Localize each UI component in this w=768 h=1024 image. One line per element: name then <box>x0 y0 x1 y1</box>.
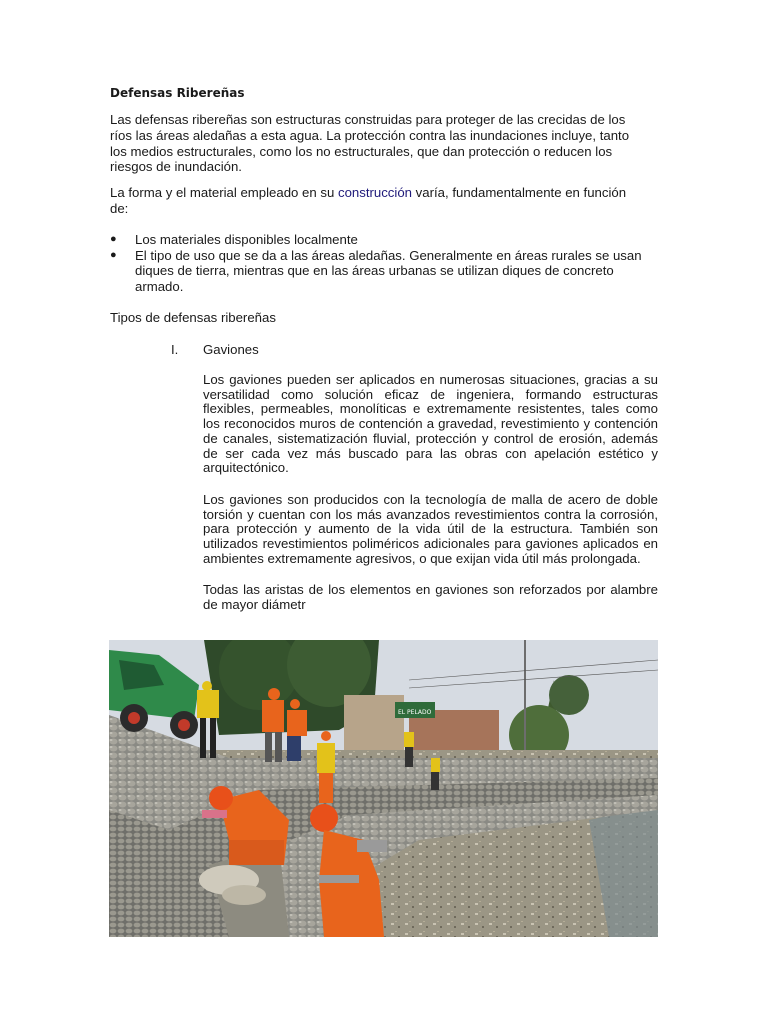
worker-distant-2 <box>431 758 440 790</box>
street-sign-text: EL PELADO <box>398 709 432 716</box>
form-paragraph <box>110 185 645 217</box>
section-title: Gaviones <box>203 342 259 357</box>
list-item <box>110 232 650 247</box>
gaviones-paragraph-2: Los gaviones son producidos con la tecnología de malla de acero de doble torsión y cuentan con los más avanzados revestimientos contra la corrosión, para protección y aumento de la vida útil de la estructura. También son utilizados revestimientos poliméricos adicionales para gaviones aplicados en ambientes extremamente agresivos, o que exijan vida útil más prolongada. <box>203 492 658 566</box>
form-text-before: La forma y el material empleado en su <box>110 185 338 200</box>
bullet-text: El tipo de uso que se da a las áreas aledañas. Generalmente en áreas rurales se usan diques de tierra, mientras que en las áreas urbanas se utilizan diques de concreto armado. <box>135 248 642 294</box>
document-title: Defensas Ribereñas <box>110 86 245 100</box>
list-item <box>110 248 650 294</box>
gaviones-paragraph-1: Los gaviones pueden ser aplicados en numerosas situaciones, gracias a su versatilidad como solución eficaz de ingeniera, formando estructuras flexibles, permeables, monolíticas e extremamente resistentes, tales como los reconocidos muros de contención a gravedad, revestimiento y contención de canales, sistematización fluvial, protección y control de erosión, además de ser cada vez más buscado para las obras con apelación estético y arquitectónico. <box>203 372 658 476</box>
gaviones-paragraph-3: Todas las aristas de los elementos en gaviones son reforzados por alambre de mayor diámetr <box>203 582 658 612</box>
form-text-after: varía, fundamentalmente en función de: <box>110 185 627 216</box>
bullet-icon: ● <box>110 249 117 262</box>
bullet-text: Los materiales disponibles localmente <box>135 232 358 247</box>
bullet-icon: ● <box>110 233 117 245</box>
types-heading: Tipos de defensas ribereñas <box>110 310 276 325</box>
construccion-link[interactable]: construcción <box>337 185 413 200</box>
section-numeral: I. <box>171 342 179 357</box>
worker-distant-1 <box>404 732 414 767</box>
intro-paragraph: Las defensas ribereñas son estructuras construidas para proteger de las crecidas de los ríos las áreas aledañas a esta agua. La protección contra las inundaciones incluye, tanto los medios estructurales, como los no estructurales, que dan protección o reducen los riesgos de inundación. <box>110 112 630 175</box>
bullet-list <box>110 232 650 295</box>
gabion-construction-photo <box>109 640 658 937</box>
